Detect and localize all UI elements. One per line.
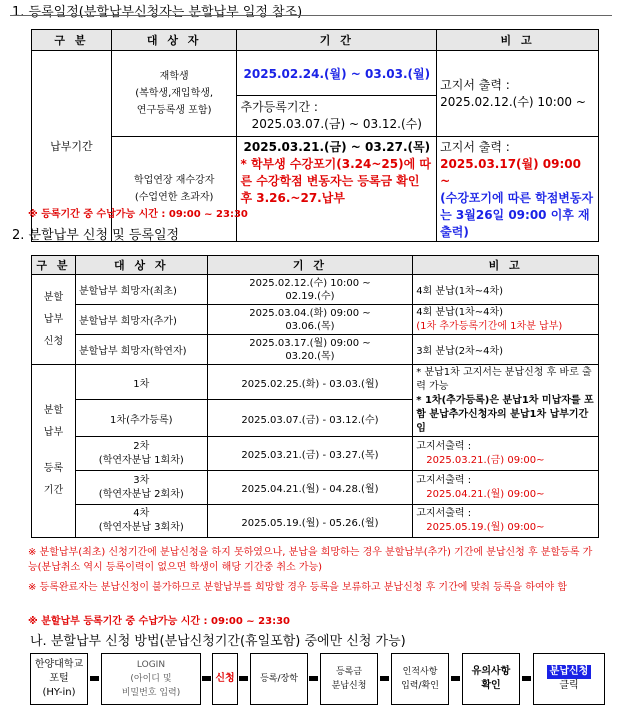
flow-step-login: LOGIN (아이디 및 비밀번호 입력) [101, 653, 201, 705]
arrow-icon [522, 676, 531, 681]
col-note: 비 고 [437, 30, 599, 51]
apply-row-period: 2025.02.12.(수) 10:00 ~ 02.19.(수) [207, 275, 413, 305]
pay-row-target: 3차 (학연자분납 2회차) [75, 471, 207, 505]
arrow-icon [202, 676, 211, 681]
apply-row-target: 분할납부 희망자(최초) [75, 275, 207, 305]
arrow-icon [380, 676, 389, 681]
apply-row-period: 2025.03.04.(화) 09:00 ~ 03.06.(목) [207, 305, 413, 335]
row1-target: 재학생 (복학생,재입학생, 연구등록생 포함) [111, 51, 237, 137]
flow-step-personal-info: 인적사항 입력/확인 [391, 653, 449, 705]
apply-row-note: 4회 분납(1차~4차) [413, 275, 599, 305]
flow-step-registration: 등록/장학 [250, 653, 308, 705]
pay-row-period: 2025.03.21.(금) - 03.27.(목) [207, 437, 413, 471]
apply-row-note: 3회 분납(2차~4차) [413, 335, 599, 365]
col2-note: 비 고 [413, 256, 599, 275]
pay-row-period: 2025.04.21.(월) - 04.28.(월) [207, 471, 413, 505]
category-cell: 납부기간 [32, 51, 112, 242]
pay-row-target: 1차(추가등록) [75, 400, 207, 437]
heading-rule [10, 15, 612, 16]
pay-row-target: 1차 [75, 365, 207, 400]
pay-row-period: 2025.02.25.(화) - 03.03.(월) [207, 365, 413, 400]
col-target: 대 상 자 [111, 30, 237, 51]
apply-category: 분할 납부 신청 [32, 275, 76, 365]
section2-footnote-1: ※ 분할납부(최초) 신청기간에 분납신청을 하지 못하였으나, 분납을 희망하는 경우 분할납부(추가) 기간에 분납신청 후 분할등록 가능(분납취소 역시 등록이력이 없으면 학생이 해당 기간중 취소 가능) [28, 547, 593, 573]
flow-step-submit: 분납신청 클릭 [533, 653, 605, 705]
col-period: 기 간 [237, 30, 437, 51]
row1-period: 2025.02.24.(월) ~ 03.03.(월) [237, 51, 437, 96]
flow-step-installment: 등록금 분납신청 [320, 653, 378, 705]
apply-row-target: 분할납부 희망자(추가) [75, 305, 207, 335]
pay-category: 분할 납부 등록 기간 [32, 365, 76, 538]
arrow-icon [451, 676, 460, 681]
pay-row-period: 2025.05.19.(월) - 05.26.(월) [207, 505, 413, 538]
pay-row-target: 2차 (학연자분납 1회차) [75, 437, 207, 471]
row1-extra: 추가등록기간 : 2025.03.07.(금) ~ 03.12.(수) [237, 96, 437, 137]
section2-footnote-3: ※ 분할납부 등록기간 중 수납가능 시간 : 09:00 ~ 23:30 [28, 616, 290, 627]
row2-note: 고지서 출력 : 2025.03.17(월) 09:00 ~ (수강포기에 따른 학점변동자는 3월26일 09:00 이후 재출력) [437, 137, 599, 242]
section1-footnote: ※ 등록기간 중 수납가능 시간 : 09:00 ~ 23:30 [28, 209, 248, 220]
pay-row-period: 2025.03.07.(금) - 03.12.(수) [207, 400, 413, 437]
row2-target: 학업연장 재수강자 (수업연한 초과자) [111, 137, 237, 242]
pay-row-note: 고지서출력 : 2025.03.21.(금) 09:00~ [413, 437, 599, 471]
row2-period-cell: 2025.03.21.(금) ~ 03.27.(목) * 학부생 수강포기(3.24~25)에 따른 수강학점 변동자는 등록금 확인 후 3.26.~27.납부 [237, 137, 437, 242]
apply-row-period: 2025.03.17.(월) 09:00 ~ 03.20.(목) [207, 335, 413, 365]
apply-row-note: 4회 분납(1차~4차) (1차 추가등록기간에 1차분 납부) [413, 305, 599, 335]
arrow-icon [90, 676, 99, 681]
arrow-icon [239, 676, 248, 681]
pay-row-target: 4차 (학연자분납 3회차) [75, 505, 207, 538]
installment-schedule-table [31, 255, 599, 538]
section3-heading: 나. 분할납부 신청 방법(분납신청기간(휴일포함) 중에만 신청 가능) [30, 634, 406, 649]
pay-row-note: 고지서출력 : 2025.05.19.(월) 09:00~ [413, 505, 599, 538]
pay-row-note: 고지서출력 : 2025.04.21.(월) 09:00~ [413, 471, 599, 505]
row1-note: 고지서 출력 : 2025.02.12.(수) 10:00 ~ [437, 51, 599, 137]
col-category: 구 분 [32, 30, 112, 51]
col2-target: 대 상 자 [75, 256, 207, 275]
flow-step-apply: 신청 [212, 653, 238, 705]
section2-heading: 2. 분할납부 신청 및 등록일정 [12, 228, 180, 243]
col2-category: 구 분 [32, 256, 76, 275]
flow-step-portal: 한양대학교 포털 (HY-in) [30, 653, 88, 705]
flow-step-notice: 유의사항 확인 [462, 653, 520, 705]
col2-period: 기 간 [207, 256, 413, 275]
apply-row-target: 분할납부 희망자(학연자) [75, 335, 207, 365]
section1-heading: 1. 등록일정(분할납부신청자는 분할납부 일정 참조) [12, 5, 303, 20]
pay-merged-note: * 분납1차 고지서는 분납신청 후 바로 출력 가능 * 1차(추가등록)은 분납1차 미납자를 포함 분납추가신청자의 분납1차 납부기간 임 [413, 365, 599, 437]
arrow-icon [309, 676, 318, 681]
section2-footnote-2: ※ 등록완료자는 분납신청이 불가하므로 분할납부를 희망할 경우 등록을 보류하고 분납신청 후 기간에 맞춰 등록을 하여야 함 [28, 582, 568, 593]
